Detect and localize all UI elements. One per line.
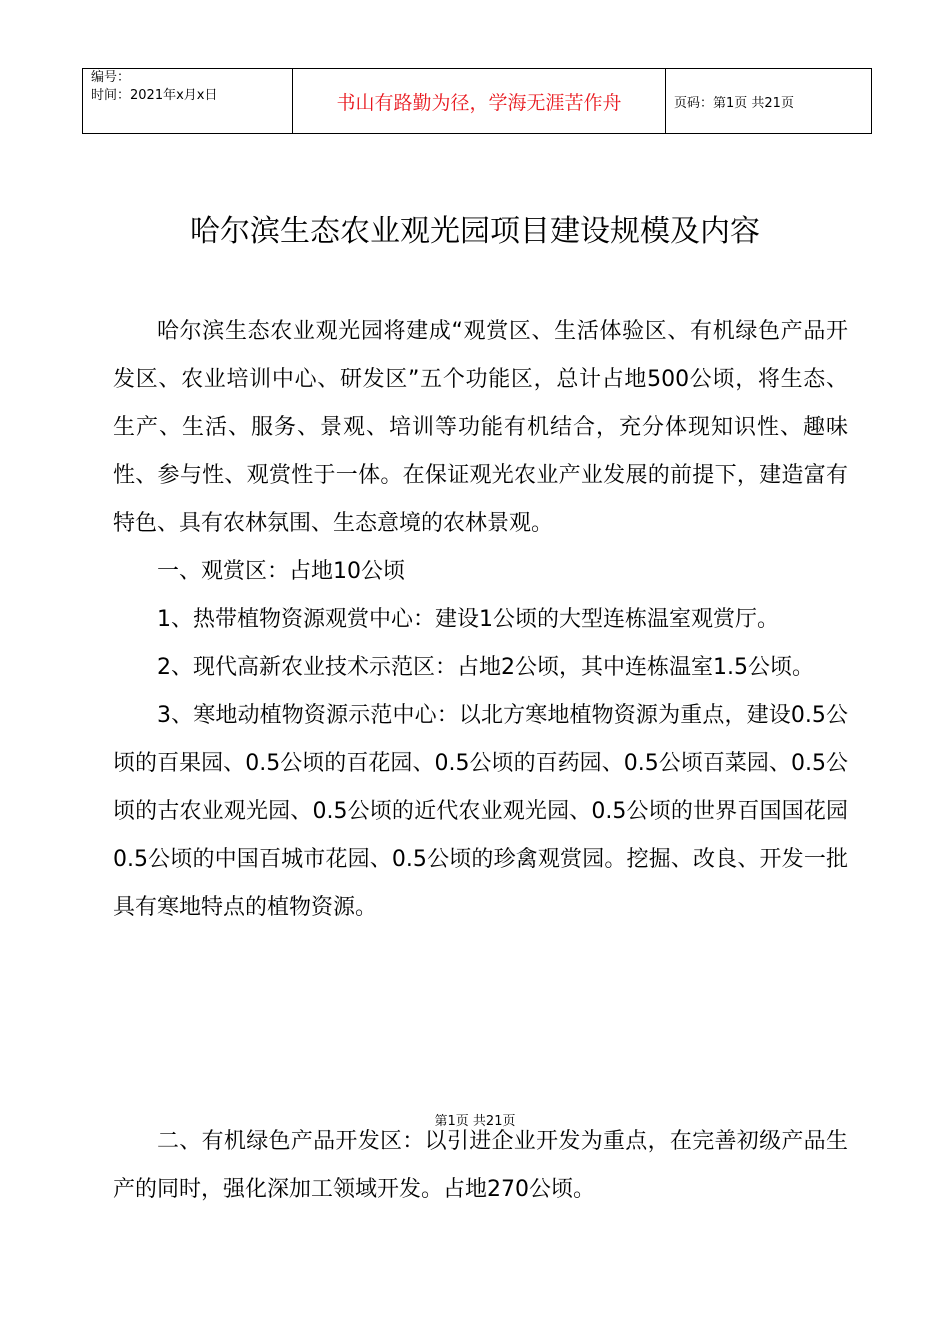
paragraph-intro: 哈尔滨生态农业观光园将建成“观赏区、生活体验区、有机绿色产品开发区、农业培训中心、研发区”五个功能区，总计占地500公顷，将生态、生产、生活、服务、景观、培训等功能有机结合，充分体现知识性、趣味性、参与性、观赏性于一体。在保证观光农业产业发展的前提下，建造富有特色、具有农林氛围、生态意境的农林景观。 [113, 319, 848, 536]
section-heading-organic-area: 二、有机绿色产品开发区：以引进企业开发为重点，在完善初级产品生产的同时，强化深加工领域开发。占地270公顷。 [113, 1129, 848, 1202]
document-body [113, 308, 848, 932]
date-label: 时间：2021年x月x日 [91, 88, 218, 103]
paragraph-item-1: 1、热带植物资源观赏中心：建设1公顷的大型连栋温室观赏厅。 [157, 607, 779, 632]
header-table [82, 68, 872, 134]
document-body-continued [113, 1118, 848, 1214]
header-meta-cell [83, 69, 293, 134]
paragraph-item-2: 2、现代高新农业技术示范区：占地2公顷，其中连栋温室1.5公顷。 [157, 655, 814, 680]
serial-number-label: 编号： [91, 70, 131, 85]
section-heading-viewing-area: 一、观赏区：占地10公顷 [157, 559, 405, 584]
paragraph-item-3: 3、寒地动植物资源示范中心：以北方寒地植物资源为重点，建设0.5公顷的百果园、0.5公顷的百花园、0.5公顷的百药园、0.5公顷百菜园、0.5公顷的古农业观光园、0.5公顷的近代农业观光园、0.5公顷的世界百国国花园0.5公顷的中国百城市花园、0.5公顷的珍禽观赏园。挖掘、改良、开发一批具有寒地特点的植物资源。 [113, 703, 848, 920]
footer-page-number: 第1页 共21页 [434, 1114, 516, 1129]
header-motto: 书山有路勤为径，学海无涯苦作舟 [293, 69, 666, 134]
document-title: 哈尔滨生态农业观光园项目建设规模及内容 [190, 214, 760, 249]
header-page-info: 页码：第1页 共21页 [666, 69, 872, 134]
